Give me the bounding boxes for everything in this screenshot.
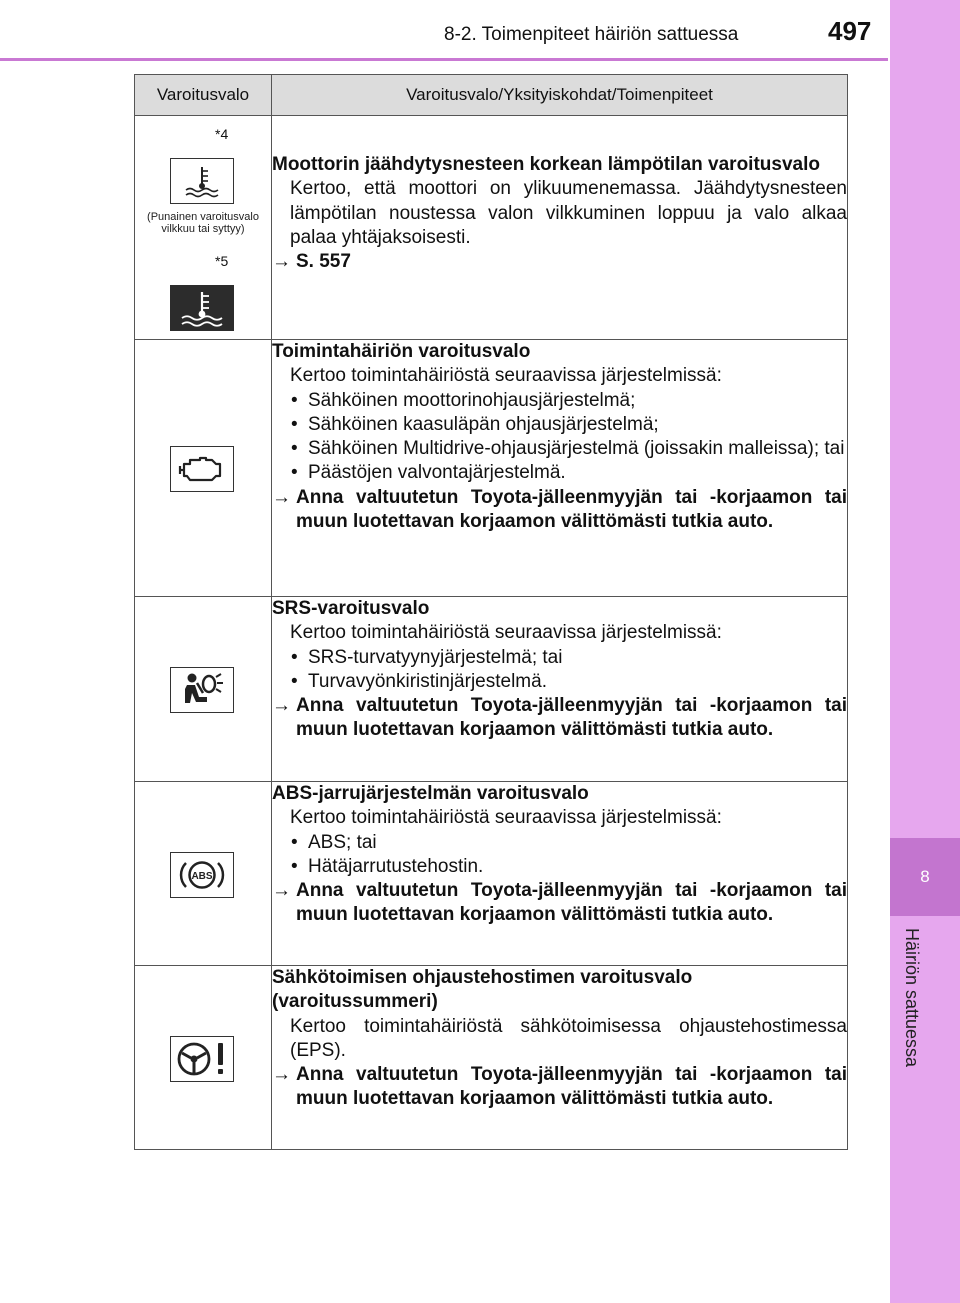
list-item: • Sähköinen kaasuläpän ohjausjärjestelmä; <box>290 413 847 437</box>
footnote-marker: *4 <box>215 126 229 142</box>
warning-description: Kertoo toimintahäiriöstä seuraavissa järjestelmissä: <box>290 807 722 829</box>
table-row <box>135 597 848 782</box>
action-instruction <box>272 1063 847 1112</box>
chapter-number-tab <box>890 838 960 916</box>
warning-title: SRS-varoitusvalo <box>272 598 430 619</box>
coolant-temperature-icon <box>170 158 234 204</box>
icon-caption: (Punainen varoitusvalo vilkkuu tai syttyy) <box>147 211 259 235</box>
icon-cell <box>135 966 272 1150</box>
table-row <box>135 116 848 340</box>
page-number: 497 <box>828 16 872 46</box>
warning-title: ABS-jarrujärjestelmän varoitusvalo <box>272 783 589 804</box>
chapter-number: 8 <box>920 867 930 886</box>
page-header <box>0 0 888 58</box>
abs-icon <box>170 852 234 898</box>
page-reference <box>272 250 847 274</box>
warning-description: Kertoo toimintahäiriöstä seuraavissa järjestelmissä: <box>290 622 722 644</box>
chapter-side-tab <box>890 0 960 1303</box>
icon-cell <box>135 597 272 782</box>
affected-systems-list <box>272 646 847 695</box>
action-text: Anna valtuutetun Toyota-jälleenmyyjän tai -korjaamon tai muun luotettavan korjaamon välittömästi tutkia auto. <box>296 695 847 741</box>
warning-description: Kertoo toimintahäiriöstä seuraavissa järjestelmissä: <box>290 365 722 387</box>
arrow-icon: → <box>272 695 291 717</box>
details-cell <box>272 116 848 340</box>
action-text: Anna valtuutetun Toyota-jälleenmyyjän tai -korjaamon tai muun luotettavan korjaamon välittömästi tutkia auto. <box>296 486 847 533</box>
list-item: • Hätäjarrutustehostin. <box>290 855 847 879</box>
page-reference-link[interactable]: S. 557 <box>296 251 351 273</box>
list-item: • SRS-turvatyynyjärjestelmä; tai <box>290 646 847 670</box>
action-instruction <box>272 486 847 535</box>
affected-systems-list <box>272 389 847 486</box>
arrow-icon: → <box>272 1064 291 1086</box>
chapter-title: Häiriön sattuessa <box>902 928 922 1068</box>
arrow-icon: → <box>272 486 291 508</box>
action-text: Anna valtuutetun Toyota-jälleenmyyjän tai -korjaamon tai muun luotettavan korjaamon välittömästi tutkia auto. <box>296 1064 847 1110</box>
header-divider <box>0 58 888 61</box>
power-steering-icon <box>170 1036 234 1082</box>
details-cell <box>272 340 848 597</box>
arrow-icon: → <box>272 880 291 902</box>
details-cell <box>272 782 848 966</box>
icon-cell <box>135 340 272 597</box>
icon-cell <box>135 116 272 340</box>
coolant-temperature-icon <box>170 285 234 331</box>
arrow-icon: → <box>272 251 291 273</box>
srs-airbag-icon <box>170 667 234 713</box>
warning-description: Kertoo toimintahäiriöstä sähkötoimisessa ohjaustehostimessa (EPS). <box>290 1015 847 1061</box>
list-item: • ABS; tai <box>290 831 847 855</box>
warning-description: Kertoo, että moottori on ylikuumenemassa. Jäähdytysnesteen lämpötilan noustessa valon vilkkuminen loppuu ja valo alkaa palaa yhtäjaksoisesti. <box>290 178 847 248</box>
action-text: Anna valtuutetun Toyota-jälleenmyyjän tai -korjaamon tai muun luotettavan korjaamon välittömästi tutkia auto. <box>296 880 847 926</box>
list-item: • Sähköinen Multidrive-ohjausjärjestelmä (joissakin malleissa); tai <box>290 437 847 461</box>
details-cell <box>272 597 848 782</box>
details-cell <box>272 966 848 1150</box>
warning-title: Toimintahäiriön varoitusvalo <box>272 341 531 362</box>
abs-icon-label: ABS <box>191 871 213 882</box>
warning-title: Sähkötoimisen ohjaustehostimen varoitusvalo (varoitussummeri) <box>272 967 693 1013</box>
table-header-row <box>135 75 848 116</box>
warning-title: Moottorin jäähdytysnesteen korkean lämpötilan varoitusvalo <box>272 154 820 175</box>
warning-lights-table <box>134 74 848 1150</box>
action-instruction <box>272 879 847 928</box>
column-header-light: Varoitusvalo <box>135 75 272 116</box>
section-title: 8-2. Toimenpiteet häiriön sattuessa <box>444 24 739 45</box>
icon-cell <box>135 782 272 966</box>
table-row <box>135 340 848 597</box>
affected-systems-list <box>272 831 847 880</box>
list-item: • Päästöjen valvontajärjestelmä. <box>290 461 847 485</box>
action-instruction <box>272 694 847 743</box>
table-row <box>135 966 848 1150</box>
column-header-details: Varoitusvalo/Yksityiskohdat/Toimenpiteet <box>272 75 848 116</box>
table-row <box>135 782 848 966</box>
footnote-marker: *5 <box>215 253 229 269</box>
list-item: • Turvavyönkiristinjärjestelmä. <box>290 670 847 694</box>
check-engine-icon <box>170 446 234 492</box>
list-item: • Sähköinen moottorinohjausjärjestelmä; <box>290 389 847 413</box>
